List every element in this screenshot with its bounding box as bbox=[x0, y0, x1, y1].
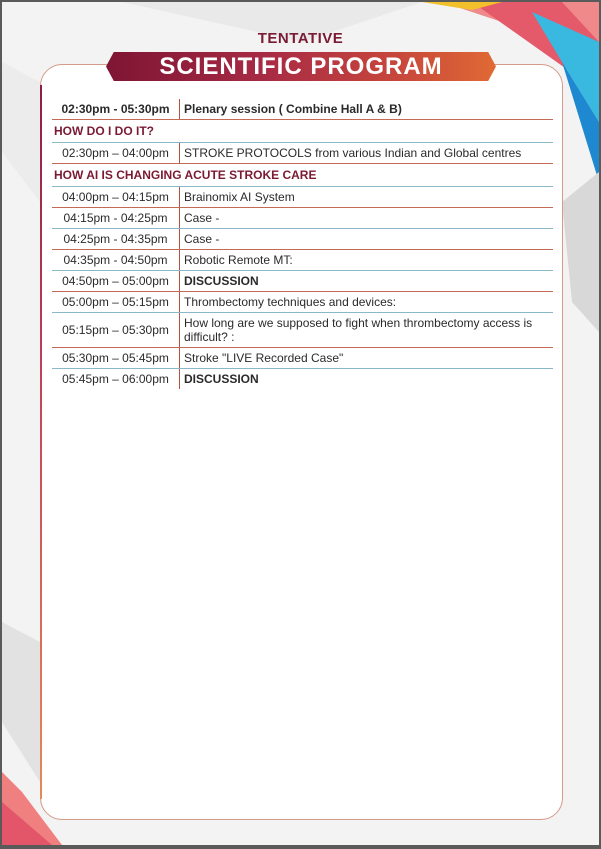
row-time: 02:30pm – 04:00pm bbox=[52, 143, 180, 163]
row-description: Robotic Remote MT: bbox=[184, 253, 293, 267]
row-time: 04:35pm - 04:50pm bbox=[52, 250, 180, 270]
tentative-label: TENTATIVE bbox=[257, 30, 344, 47]
schedule-row bbox=[52, 369, 553, 389]
row-time: 05:15pm – 05:30pm bbox=[52, 313, 180, 347]
row-time: 04:50pm – 05:00pm bbox=[52, 271, 180, 291]
section-heading-ai-stroke-care: HOW AI IS CHANGING ACUTE STROKE CARE bbox=[52, 164, 553, 187]
row-description: Plenary session ( Combine Hall A & B) bbox=[184, 102, 402, 116]
row-description: Case - bbox=[184, 232, 220, 246]
row-time: 05:00pm – 05:15pm bbox=[52, 292, 180, 312]
row-description: Stroke "LIVE Recorded Case" bbox=[184, 351, 344, 365]
row-time: 04:00pm – 04:15pm bbox=[52, 187, 180, 207]
schedule-row-plenary bbox=[52, 99, 553, 120]
schedule-row bbox=[52, 187, 553, 208]
row-time: 05:45pm – 06:00pm bbox=[52, 369, 180, 389]
program-page bbox=[2, 2, 599, 845]
row-description: Brainomix AI System bbox=[184, 190, 295, 204]
schedule-row bbox=[52, 250, 553, 271]
row-description: Case - bbox=[184, 211, 220, 225]
row-description: DISCUSSION bbox=[184, 372, 259, 386]
row-time: 02:30pm - 05:30pm bbox=[52, 99, 180, 119]
schedule-row bbox=[52, 313, 553, 348]
page-title: SCIENTIFIC PROGRAM bbox=[159, 53, 443, 80]
section-heading-how-do-i-do-it: HOW DO I DO IT? bbox=[52, 120, 553, 143]
schedule-table bbox=[52, 99, 553, 389]
row-description: How long are we supposed to fight when thrombectomy access is difficult? : bbox=[184, 316, 533, 344]
schedule-row bbox=[52, 208, 553, 229]
schedule-row bbox=[52, 143, 553, 164]
row-time: 05:30pm – 05:45pm bbox=[52, 348, 180, 368]
row-description: DISCUSSION bbox=[184, 274, 259, 288]
schedule-row bbox=[52, 271, 553, 292]
row-description: Thrombectomy techniques and devices: bbox=[184, 295, 397, 309]
schedule-row bbox=[52, 229, 553, 250]
schedule-row bbox=[52, 348, 553, 369]
row-time: 04:15pm - 04:25pm bbox=[52, 208, 180, 228]
row-time: 04:25pm - 04:35pm bbox=[52, 229, 180, 249]
schedule-row bbox=[52, 292, 553, 313]
row-description: STROKE PROTOCOLS from various Indian and Global centres bbox=[184, 146, 522, 160]
